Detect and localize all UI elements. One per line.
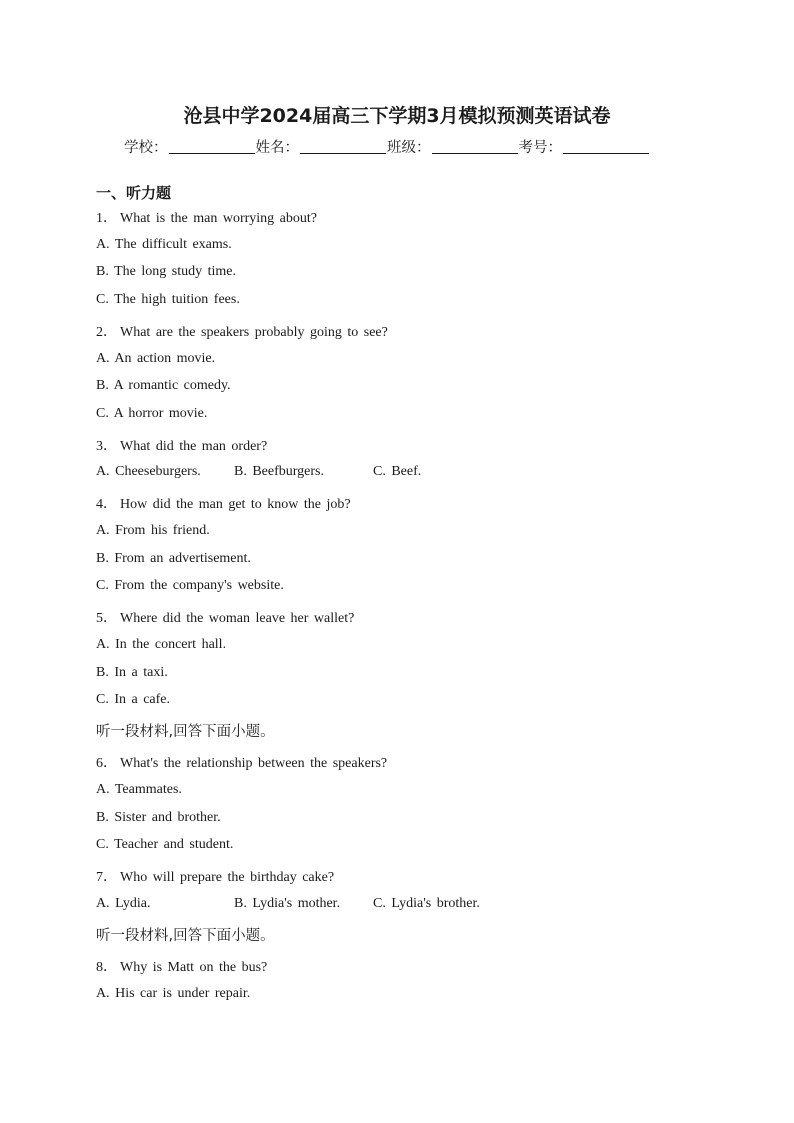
name-label: 姓名： xyxy=(255,140,299,156)
exam-title: 沧县中学2024届高三下学期3月模拟预测英语试卷 xyxy=(183,105,611,127)
question-1 xyxy=(96,207,317,227)
listening-instruction: 听一段材料,回答下面小题。 xyxy=(96,928,275,944)
option-3c: C. Beef. xyxy=(373,464,422,479)
option-5b: B. In a taxi. xyxy=(96,665,168,680)
section-heading-listening: 一、听力题 xyxy=(96,184,172,202)
question-number: 2． xyxy=(96,325,117,340)
school-label: 学校： xyxy=(124,140,168,156)
option-2b: B. A romantic comedy. xyxy=(96,378,231,393)
class-blank[interactable] xyxy=(432,139,518,154)
question-number: 8． xyxy=(96,960,117,975)
school-blank[interactable] xyxy=(169,139,255,154)
option-1c: C. The high tuition fees. xyxy=(96,292,240,307)
option-1b: B. The long study time. xyxy=(96,264,236,279)
question-8 xyxy=(96,956,267,976)
option-6b: B. Sister and brother. xyxy=(96,810,221,825)
question-number: 3． xyxy=(96,439,117,454)
student-info-row xyxy=(124,136,650,157)
name-blank[interactable] xyxy=(300,139,386,154)
question-number: 7． xyxy=(96,870,117,885)
question-text: What's the relationship between the speakers? xyxy=(120,756,388,771)
number-label: 考号： xyxy=(518,140,562,156)
option-7c: C. Lydia's brother. xyxy=(373,896,480,911)
option-7b: B. Lydia's mother. xyxy=(234,896,341,911)
option-2a: A. An action movie. xyxy=(96,351,216,366)
option-3b: B. Beefburgers. xyxy=(234,464,324,479)
question-number: 1． xyxy=(96,211,117,226)
question-3 xyxy=(96,435,267,455)
question-text: What are the speakers probably going to see? xyxy=(120,325,388,340)
option-2c: C. A horror movie. xyxy=(96,406,208,421)
option-7a: A. Lydia. xyxy=(96,896,151,911)
option-5c: C. In a cafe. xyxy=(96,692,171,707)
question-number: 6． xyxy=(96,756,117,771)
option-3a: A. Cheeseburgers. xyxy=(96,464,201,479)
option-4a: A. From his friend. xyxy=(96,523,210,538)
question-text: Where did the woman leave her wallet? xyxy=(120,611,355,626)
option-6a: A. Teammates. xyxy=(96,782,182,797)
question-text: What did the man order? xyxy=(120,439,268,454)
option-4b: B. From an advertisement. xyxy=(96,551,251,566)
question-text: Why is Matt on the bus? xyxy=(120,960,268,975)
question-2 xyxy=(96,321,388,341)
number-blank[interactable] xyxy=(563,139,649,154)
question-7 xyxy=(96,866,334,886)
option-1a: A. The difficult exams. xyxy=(96,237,232,252)
question-text: Who will prepare the birthday cake? xyxy=(120,870,335,885)
question-number: 5． xyxy=(96,611,117,626)
question-5 xyxy=(96,607,354,627)
question-text: How did the man get to know the job? xyxy=(120,497,351,512)
question-text: What is the man worrying about? xyxy=(120,211,318,226)
listening-instruction: 听一段材料,回答下面小题。 xyxy=(96,724,275,740)
question-6 xyxy=(96,752,387,772)
option-6c: C. Teacher and student. xyxy=(96,837,234,852)
question-4 xyxy=(96,493,351,513)
class-label: 班级： xyxy=(387,140,431,156)
option-4c: C. From the company's website. xyxy=(96,578,284,593)
option-8a: A. His car is under repair. xyxy=(96,986,251,1001)
option-5a: A. In the concert hall. xyxy=(96,637,227,652)
question-number: 4． xyxy=(96,497,117,512)
